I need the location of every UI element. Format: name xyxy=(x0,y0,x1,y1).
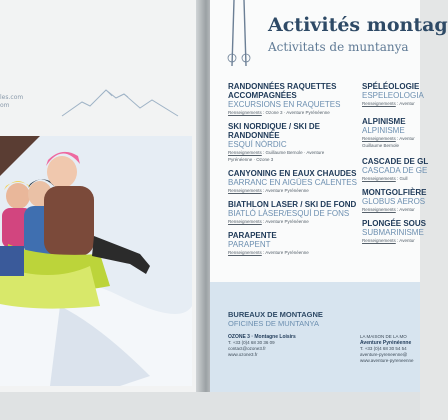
activity-title: BIATHLON LASER / SKI DE FOND xyxy=(228,200,357,209)
contact-phone: T. +33 (0)4 68 30 54 54 xyxy=(360,346,407,351)
activity-title: SKI NORDIQUE / SKI DE xyxy=(228,122,321,131)
activity-biathlon xyxy=(228,200,358,225)
activity-info: Renseignements : Aventur xyxy=(362,207,415,212)
contact-email: contact@ozone3.fr xyxy=(228,346,266,351)
web-fragment: les.com xyxy=(0,94,24,101)
ski-poles-icon xyxy=(224,0,254,68)
left-page-web-text xyxy=(0,94,24,110)
band-title: BUREAUX DE MONTAGNE xyxy=(228,310,323,319)
activity-subtitle: BIATLÓ LÀSER/ESQUÍ DE FONS xyxy=(228,209,350,218)
contact-email: aventure-pyreneenne@ xyxy=(360,352,408,357)
contact-maison-montagne xyxy=(360,334,414,364)
activity-title: RANDONNÉES RAQUETTES xyxy=(228,82,337,91)
activity-snowshoe xyxy=(228,82,358,116)
activity-subtitle: ALPINISME xyxy=(362,126,405,135)
activity-paragliding xyxy=(228,231,358,256)
activity-title: SPÉLÉOLOGIE xyxy=(362,82,420,91)
contact-phone: T. +33 (0)4 68 30 36 09 xyxy=(228,340,275,345)
activities-column-right xyxy=(362,82,442,250)
activity-subtitle: ESQUÍ NÒRDIC xyxy=(228,140,287,149)
activity-canyoning xyxy=(228,169,358,194)
activity-info: Renseignements : Aventure Pyrénéenne xyxy=(228,219,309,224)
activity-title: CASCADE DE GL xyxy=(362,157,429,166)
activity-info: Renseignements : Aventur xyxy=(362,136,415,141)
sledding-children-photo xyxy=(0,136,192,386)
background-surface xyxy=(0,392,420,420)
activity-subtitle: GLOBUS AEROS xyxy=(362,197,426,206)
activity-info: Renseignements : Gull xyxy=(362,176,408,181)
band-subtitle: OFICINES DE MUNTANYA xyxy=(228,319,319,328)
activity-diving xyxy=(362,219,442,244)
activity-info: Renseignements : Guillaume Bernole · Aventure xyxy=(228,150,325,155)
activities-column-left xyxy=(228,82,358,262)
left-page xyxy=(0,0,208,420)
activity-mountaineering xyxy=(362,117,442,149)
activity-ice-climbing xyxy=(362,157,442,182)
mountain-sketch-icon xyxy=(60,82,180,118)
contact-org: Aventure Pyrénéenne xyxy=(360,340,412,346)
activity-title: PLONGÉE SOUS xyxy=(362,219,427,228)
contact-web: www.aventure-pyreneenne xyxy=(360,358,414,363)
activity-info: Renseignements : Aventur xyxy=(362,238,415,243)
activity-title: RANDONNÉE xyxy=(228,131,280,140)
activity-info: Renseignements : Aventure Pyrénéenne xyxy=(228,188,309,193)
activity-title: MONTGOLFIÈRE xyxy=(362,188,427,197)
contact-ozone3 xyxy=(228,334,296,358)
activity-caving xyxy=(362,82,442,107)
activity-subtitle: SUBMARINISME xyxy=(362,228,424,237)
activity-subtitle: BARRANC EN AIGÜES CALENTES xyxy=(228,178,357,187)
contact-web: www.ozone3.fr xyxy=(228,352,258,357)
contact-name: OZONE 3 · Montagne Loisirs xyxy=(228,334,296,340)
contact-name: LA MAISON DE LA MO xyxy=(360,334,407,339)
activity-title: ACCOMPAGNÉES xyxy=(228,91,297,100)
activity-nordic-ski xyxy=(228,122,358,163)
page-subtitle: Activitats de muntanya xyxy=(268,40,409,54)
activity-title: ALPINISME xyxy=(362,117,406,126)
activity-subtitle: EXCURSIONS EN RAQUETES xyxy=(228,100,341,109)
activity-title: PARAPENTE xyxy=(228,231,277,240)
activity-title: CANYONING EN EAUX CHAUDES xyxy=(228,169,357,178)
activity-info: Pyrénéenne · Ozone 3 xyxy=(228,157,274,162)
web-fragment: om xyxy=(0,102,10,109)
activity-subtitle: CASCADA DE GE xyxy=(362,166,428,175)
page-title: Activités montag xyxy=(268,14,448,36)
activity-balloon xyxy=(362,188,442,213)
activity-info: Renseignements : Aventure Pyrénéenne xyxy=(228,250,309,255)
activity-info: Renseignements : Aventur xyxy=(362,101,415,106)
activity-info: Renseignements : Ozone 3 · Aventure Pyrénéenne xyxy=(228,110,330,115)
activity-info: Guillaume Bernole xyxy=(362,143,400,148)
mountain-offices-band xyxy=(210,282,420,392)
activity-subtitle: PARAPENT xyxy=(228,240,271,249)
activity-subtitle: ESPELEOLOGIA xyxy=(362,91,424,100)
right-page xyxy=(210,0,448,420)
